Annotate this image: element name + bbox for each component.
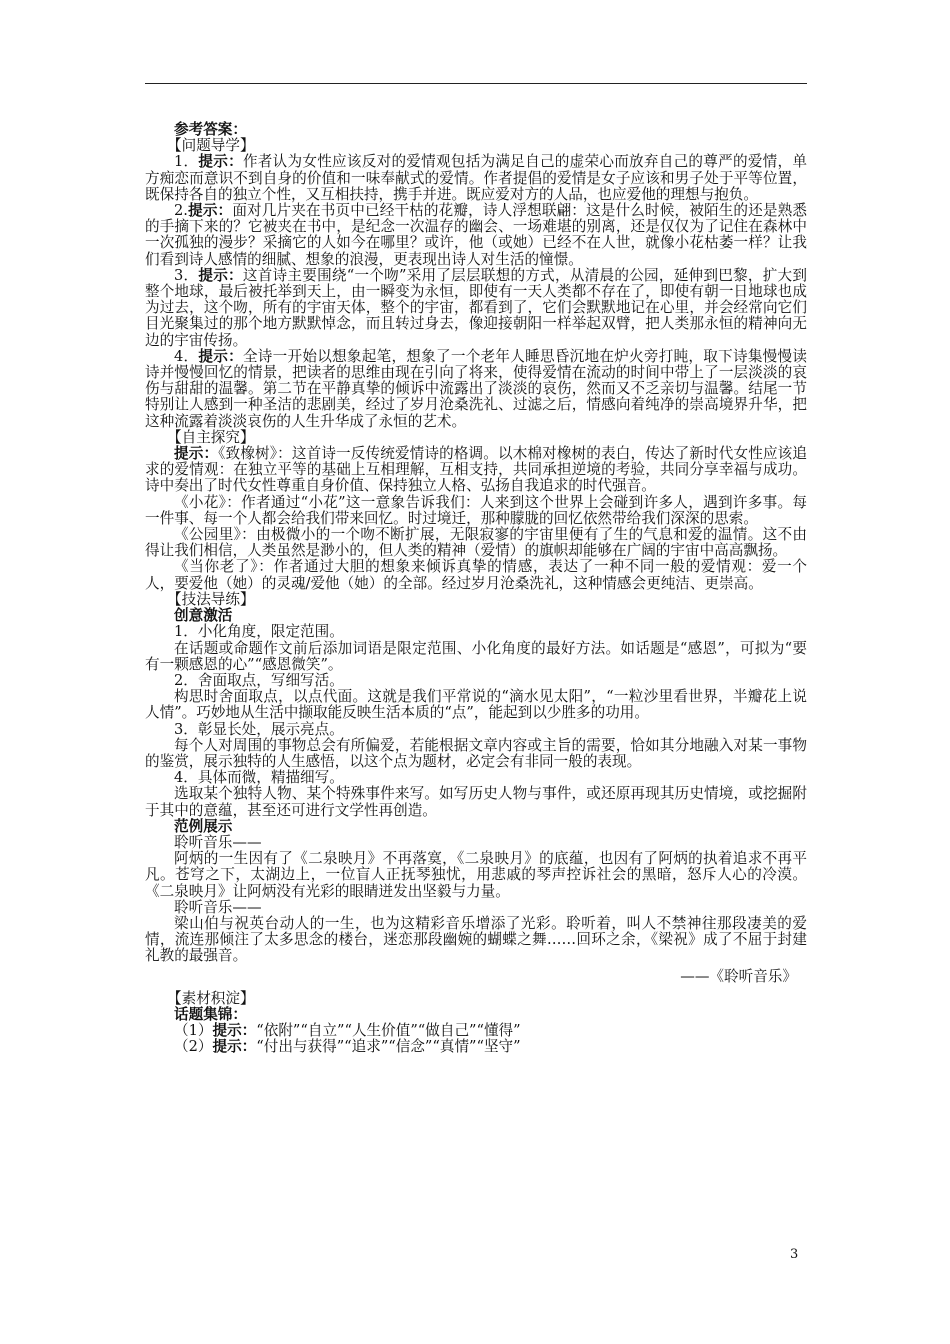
sub-examples: 范例展示 <box>174 817 233 835</box>
example-2-title: 聆听音乐—— <box>174 898 262 916</box>
answer-2: 2.提示：面对几片夹在书页中已经干枯的花瓣，诗人浮想联翩：这是什么时候，被陌生的还是熟悉的手摘下来的？它被夹在书中，是纪念一次温存的幽会、一场难堪的别离，还是仅仅为了记住在森林中一次孤独的漫步？采摘它的人如今在哪里？或许，他（或她）已经不在人世，就像小花枯萎一样？让我们看到诗人感情的细腻、想象的浪漫，更表现出诗人对生活的憧憬。 <box>145 202 807 268</box>
method-3-text: 每个人对周围的事物总会有所偏爱，若能根据文章内容或主旨的需要，恰如其分地融入对某一事物的鉴赏，展示独特的人生感悟，以这个点为题材，必定会有非同一般的表现。 <box>145 736 807 770</box>
explore-2: 《小花》：作者通过“小花”这一意象告诉我们：人来到这个世界上会碰到许多人，遇到许多事。每一件事、每一个人都会给我们带来回忆。时过境迁，那种朦胧的回忆依然带给我们深深的思索。 <box>145 493 807 527</box>
document-body <box>145 122 807 1056</box>
section-problem-guide: 【问题导学】 <box>167 137 255 155</box>
example-signature: ——《聆听音乐》 <box>680 967 797 985</box>
method-2-text: 构思时舍面取点，以点代面。这就是我们平常说的“滴水见太阳”，“一粒沙里看世界，半瓣花上说人情”。巧妙地从生活中撷取能反映生活本质的“点”，能起到以少胜多的功用。 <box>145 688 807 722</box>
page-number: 3 <box>790 1247 799 1262</box>
section-self-explore: 【自主探究】 <box>167 428 255 446</box>
example-2-text: 梁山伯与祝英台动人的一生，也为这精彩音乐增添了光彩。聆听着，叫人不禁神往那段凄美的爱情，流连那倾注了太多思念的楼台，迷恋那段幽婉的蝴蝶之舞……回环之余，《梁祝》成了不屈于封建礼教的最强音。 <box>145 914 807 965</box>
sub-creative: 创意激活 <box>174 607 233 625</box>
method-3-title: 3．彰显长处，展示亮点。 <box>174 720 344 738</box>
answer-3: 3．提示：这首诗主要围绕“一个吻”采用了层层联想的方式，从清晨的公园，延伸到巴黎，扩大到整个地球，最后被托举到天上，由一瞬变为永恒，即使有一天人类都不存在了，即使有朝一日地球也成为过去，这个吻，所有的宇宙天体，整个的宇宙，都看到了，它们会默默地记在心里，并会经常向它们目光聚集过的那个地方默默悼念，而且转过身去，像迎接朝阳一样举起双臂，把人类那永恒的精神向无边的宇宙传扬。 <box>145 266 807 349</box>
method-4-title: 4．具体而微，精描细写。 <box>174 769 344 787</box>
sub-topics: 话题集锦： <box>174 1005 247 1023</box>
explore-4: 《当你老了》：作者通过大胆的想象来倾诉真挚的情感，表达了一种不同一般的爱情观：爱一个人，要爱他（她）的灵魂/爱他（她）的全部。经过岁月沧桑洗礼，这种情感会更纯洁、更崇高。 <box>145 558 807 592</box>
example-1-title: 聆听音乐—— <box>174 833 262 851</box>
answer-heading: 参考答案： <box>174 121 247 138</box>
explore-3: 《公园里》：由极微小的一个吻不断扩展，无限寂寥的宇宙里便有了生的气息和爱的温情。这不由得让我们相信，人类虽然是渺小的，但人类的精神（爱情）的旗帜却能够在广阔的宇宙中高高飘扬。 <box>145 526 807 560</box>
explore-1: 提示：《致橡树》：这首诗一反传统爱情诗的格调。以木棉对橡树的表白，传达了新时代女性应该追求的爱情观：在独立平等的基础上互相理解，互相支持，共同承担逆境的考验，共同分享幸福与成功。诗中奏出了时代女性尊重自身价值、保持独立人格、弘扬自我追求的时代强音。 <box>145 445 807 495</box>
method-1-text: 在话题或命题作文前后添加词语是限定范围、小化角度的最好方法。如话题是“感恩”，可拟为“要有一颗感恩的心”“感恩微笑”。 <box>145 639 807 673</box>
example-1-text: 阿炳的一生因有了《二泉映月》不再落寞，《二泉映月》的底蕴，也因有了阿炳的执着追求不再平凡。苍穹之下，太湖边上，一位盲人正抚琴独忧，用悲戚的琴声控诉社会的黑暗，怒斥人心的冷漠。《二泉映月》让阿炳没有光彩的眼睛迸发出坚毅与力量。 <box>145 850 807 900</box>
method-4-text: 选取某个独特人物、某个特殊事件来写。如写历史人物与事件，或还原再现其历史情境，或挖掘附于其中的意蕴，甚至还可进行文学性再创造。 <box>145 785 807 819</box>
answer-1: 1．提示：作者认为女性应该反对的爱情观包括为满足自己的虚荣心而放弃自己的尊严的爱情，单方痴恋而意识不到自身的价值和一味奉献式的爱情。作者提倡的爱情是女子应该和男子处于平等位置，既保持各自的独立个性，又互相扶持，携手并进。既应爱对方的人品，也应爱他的理想与抱负。 <box>145 153 807 203</box>
topic-1: （1）提示：“依附”“自立”“人生价值”“做自己”“懂得” <box>174 1022 521 1040</box>
method-1-title: 1．小化角度，限定范围。 <box>174 623 344 641</box>
section-technique: 【技法导练】 <box>167 590 255 608</box>
topic-2: （2）提示：“付出与获得”“追求”“信念”“真情”“坚守” <box>174 1038 521 1056</box>
answer-4: 4．提示：全诗一开始以想象起笔，想象了一个老年人睡思昏沉地在炉火旁打盹，取下诗集慢慢读诗并慢慢回忆的情景，把读者的思维由现在引向了将来，使得爱情在流动的时间中带上了一层淡淡的哀伤与甜甜的温馨。第二节在平静真挚的倾诉中流露出了淡淡的哀伤，然而又不乏亲切与温馨。结尾一节特别让人感到一种圣洁的悲剧美，经过了岁月沧桑洗礼、过滤之后，情感向着纯净的崇高境界升华，把这种流露着淡淡哀伤的人生升华成了永恒的艺术。 <box>145 347 807 430</box>
header-rule <box>145 83 807 84</box>
method-2-title: 2．舍面取点，写细写活。 <box>174 671 344 689</box>
section-material: 【素材积淀】 <box>167 989 255 1007</box>
